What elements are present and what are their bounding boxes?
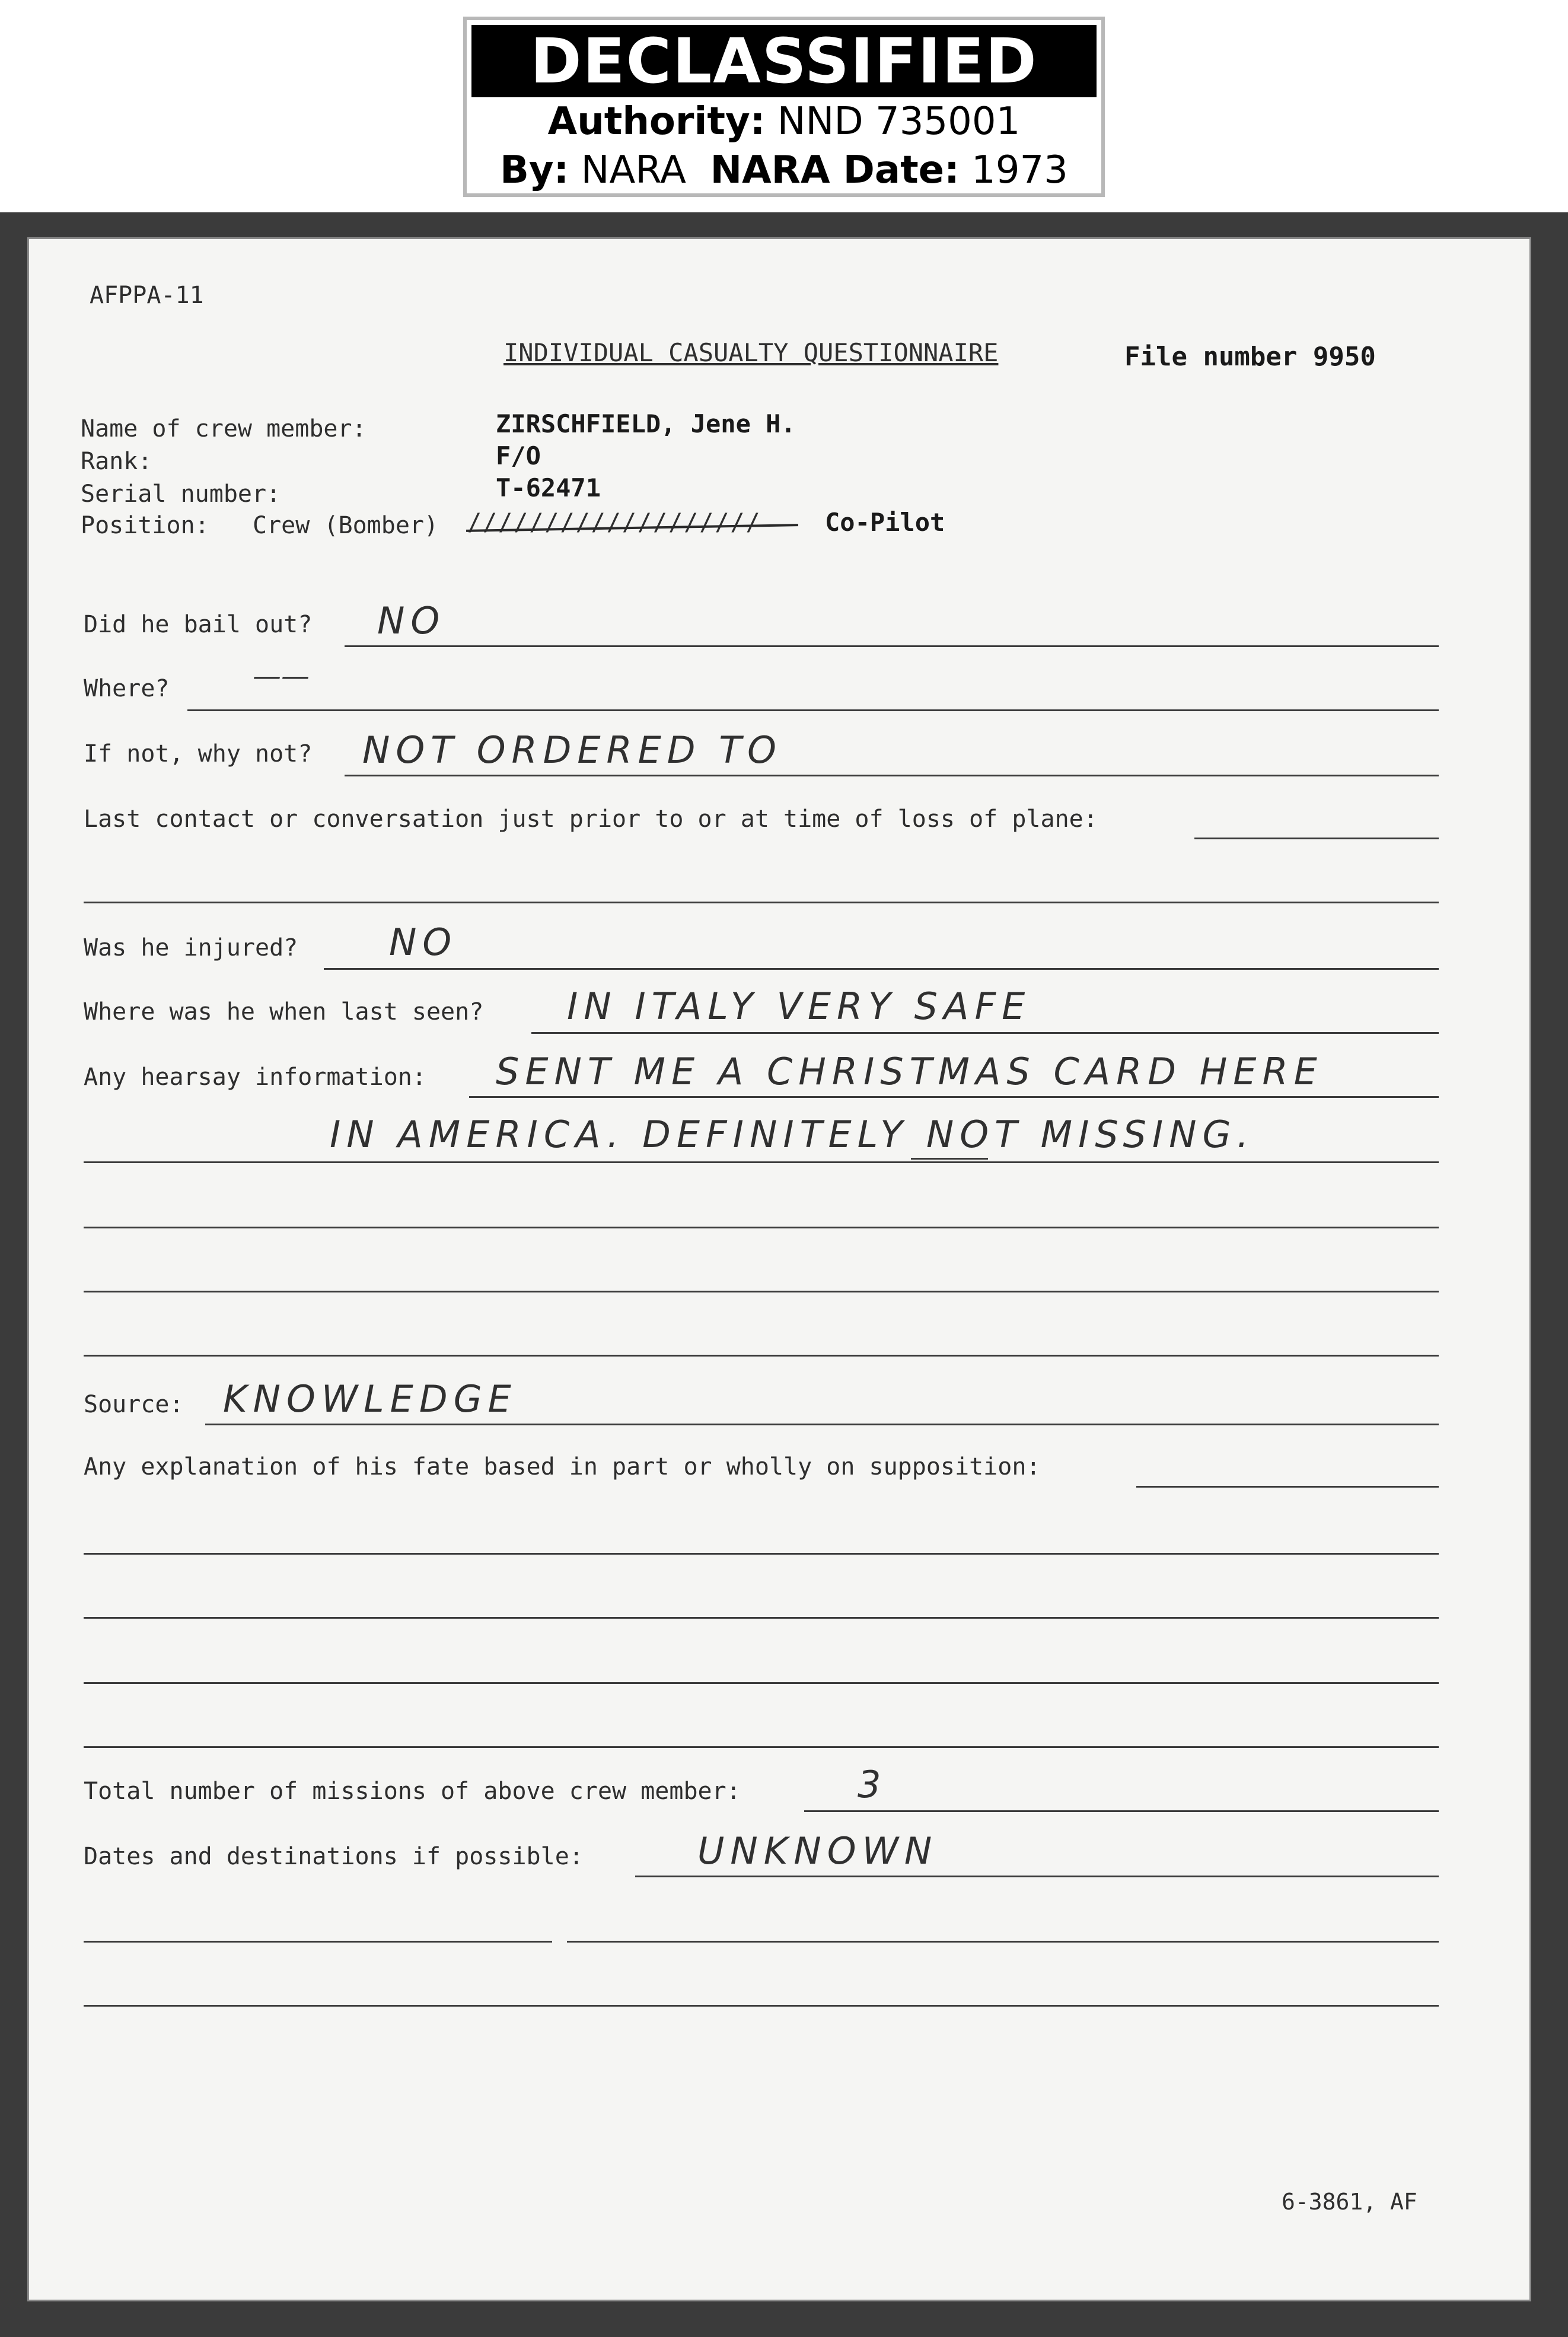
name-value: ZIRSCHFIELD, Jene H. (496, 409, 796, 438)
crew-label: Crew (Bomber) (253, 512, 439, 539)
bail-out-answer: NO (377, 599, 446, 642)
stamp-title: DECLASSIFIED (471, 25, 1097, 97)
stamp-authority-label: Authority: (547, 100, 766, 144)
dates-answer: UNKNOWN (697, 1829, 938, 1873)
last-contact-line-1 (1194, 838, 1439, 839)
stamp-date-label: NARA Date: (710, 148, 960, 192)
source-label: Source: (84, 1391, 184, 1418)
stamp-authority (467, 97, 1101, 146)
serial-label: Serial number: (81, 480, 281, 508)
serial-value: T-62471 (496, 473, 601, 502)
source-line (205, 1424, 1439, 1425)
explanation-line-2 (84, 1553, 1439, 1555)
form-code: AFPPA-11 (90, 282, 204, 309)
missions-line (804, 1810, 1439, 1812)
injured-line (324, 968, 1439, 970)
struck-out-options: /////////////////// (467, 509, 761, 536)
dates-line-3 (84, 2005, 1439, 2007)
position-value: Co-Pilot (825, 508, 945, 537)
explanation-line-4 (84, 1682, 1439, 1684)
last-seen-label: Where was he when last seen? (84, 998, 484, 1026)
hearsay-line-1 (469, 1096, 1439, 1098)
dates-line-2a (84, 1941, 552, 1943)
stamp-by (467, 146, 1101, 195)
last-contact-label: Last contact or conversation just prior to or at time of loss of plane: (84, 805, 1098, 833)
explanation-line-3 (84, 1617, 1439, 1619)
position-label: Position: (81, 512, 209, 539)
hearsay-line-3 (84, 1227, 1439, 1228)
bail-out-line (345, 645, 1439, 647)
if-not-answer: NOT ORDERED TO (362, 728, 782, 772)
stamp-authority-value: NND 735001 (777, 100, 1021, 144)
stamp-date-value: 1973 (971, 148, 1068, 192)
source-answer: KNOWLEDGE (223, 1377, 517, 1421)
dates-line-2b (567, 1941, 1439, 1943)
missions-label: Total number of missions of above crew member: (84, 1778, 741, 1805)
last-contact-line-2 (84, 902, 1439, 903)
last-seen-answer: IN ITALY VERY SAFE (567, 985, 1031, 1028)
hearsay-answer-1: SENT ME A CHRISTMAS CARD HERE (496, 1050, 1323, 1093)
footer-code: 6-3861, AF (1282, 2189, 1417, 2215)
explanation-line-5 (84, 1746, 1439, 1748)
hearsay-answer-2: IN AMERICA. DEFINITELY NOT MISSING. (330, 1113, 1255, 1156)
not-underline (911, 1158, 988, 1160)
dates-line-1 (635, 1876, 1439, 1877)
last-seen-line (531, 1032, 1439, 1034)
injured-label: Was he injured? (84, 934, 298, 961)
bail-out-label: Did he bail out? (84, 611, 313, 638)
missions-answer: 3 (858, 1763, 887, 1806)
explanation-label: Any explanation of his fate based in part or wholly on supposition: (84, 1453, 1041, 1480)
if-not-line (345, 775, 1439, 776)
file-number: File number 9950 (1124, 342, 1376, 372)
rank-label: Rank: (81, 448, 152, 475)
injured-answer: NO (389, 921, 458, 964)
hearsay-line-2 (84, 1161, 1439, 1163)
rank-value: F/O (496, 441, 541, 470)
questionnaire-page (27, 237, 1531, 2301)
explanation-line-1 (1136, 1486, 1439, 1488)
stamp-by-label: By: (500, 148, 569, 192)
name-label: Name of crew member: (81, 415, 366, 442)
where-answer: —— (253, 660, 310, 693)
declassified-stamp (463, 17, 1105, 197)
hearsay-line-4 (84, 1291, 1439, 1292)
dates-label: Dates and destinations if possible: (84, 1843, 584, 1870)
form-title: INDIVIDUAL CASUALTY QUESTIONNAIRE (503, 338, 999, 367)
hearsay-line-5 (84, 1355, 1439, 1357)
where-line (187, 709, 1439, 711)
stamp-by-value: NARA (581, 148, 686, 192)
hearsay-label: Any hearsay information: (84, 1064, 426, 1091)
where-label: Where? (84, 675, 170, 702)
if-not-label: If not, why not? (84, 740, 313, 768)
